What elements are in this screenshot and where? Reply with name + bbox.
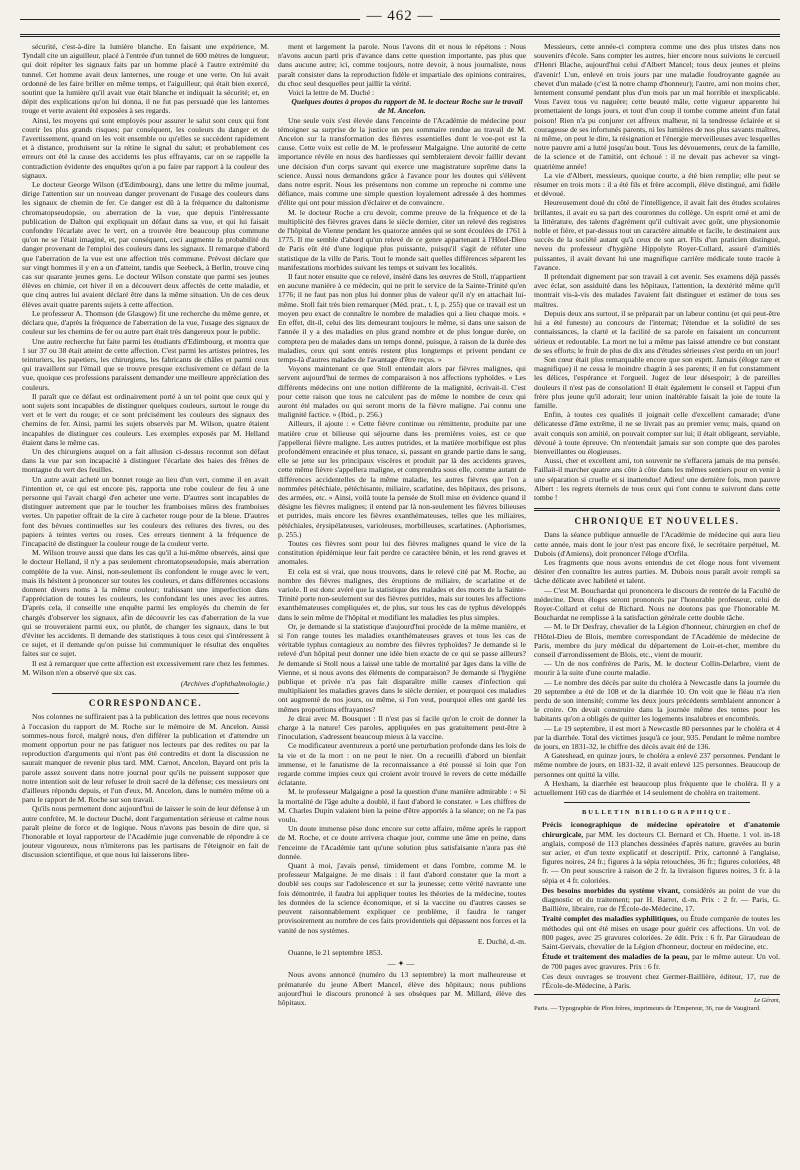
paragraph: Quant à moi, j'avais pensé, timidement et dans l'ombre, comme M. le professeur Malgaigne. Je me disais : il faut d'abord constater que la mort a doublé ses coups sur l'adolescence et sur la jeunesse; cette vérité navrante une fois démontrée, il faudra lui appliquer toutes les théories de la médecine, toutes les données de la science économique, et si la vaccine ou d'autres causes se peuvent raisonnablement expliquer ce problème, il faudra le ranger provisoirement au nombre de ces faits providentiels qui dépassent nos forces et la vanité de nos systèmes.: [278, 861, 526, 935]
paragraph: sécurité, c'est-à-dire la lumière blanche. En faisant une expérience, M. Tyndall cite un aiguilleur, placé à l'entrée d'un tunnel de 600 mètres de longueur, qui doit répéter les signaux faits par un homme placé à l'autre extrémité du tunnel. Cet homme avait deux lanternes, une rouge et une verte. On lui avait ordonné de les faire briller en même temps, et l'aiguilleur, qui était bien exercé, soutint que la lumière qu'il avait vue était blanche et indiquait la sécurité; et, en dépit des explications qu'on lui donna, il ne fut pas persuadé que les lanternes rouge et verte avaient été exposées à ses regards.: [22, 42, 269, 116]
letter-body: [278, 116, 526, 935]
gerant-label: Le Gérant,: [754, 998, 780, 1005]
bibliography-entry: [534, 820, 780, 884]
paragraph: Un doute immense pèse donc encore sur cette affaire, même après le rapport de M. Roche, et ce doute arrivera chaque jour, comme une âme en peine, dans l'enceinte de l'Académie tant qu'une solution plus satisfaisante n'aura pas été donnée.: [278, 824, 526, 861]
section-rule: [534, 508, 780, 511]
bibliography-list: [534, 820, 780, 990]
paragraph: Il faut noter ensuite que ce relevé, inséré dans les œuvres de Stoll, n'appartient en aucune manière à ce médecin, qui ne prit le service de la Sainte-Trinité qu'en 1776; il ne faut pas non plus lui donner plus de valeur qu'il n'y en attachait lui-même. Stoll fait très bien remarquer (Méd. prat., t. I, p. 255) que ce travail est un moyen peu exact de connaître le nombre de maladies qui a lieu chaque mois. « En effet, dit-il, celui des lits demeurant toujours le même, si dans une saison de l'année il y a des maladies en plus grand nombre et de plus longue durée, on comptera peu de malades dans un temps donné, puisque, à raison de la durée des maladies, ceux qui sont entrés restent plus longtemps et privent pendant ce temps-là d'autres malades de l'avantage d'être reçus. »: [278, 272, 526, 364]
bibliography-entry-title: Traité complet des maladies syphilitiques,: [542, 914, 679, 924]
paragraph: Or, je demande si la statistique d'aujourd'hui procède de la même manière, et si l'on range toutes les maladies exanthémateuses graves et tous les cas de véritable typhus contagieux au nombre des fièvres typhoïdes? Je demande si le relevé d'un hôpital peut donner une idée bien exacte de ce qui se passe ailleurs? Je demande si Stoll nous a laissé une table de mortalité par âges dans la ville de Vienne, et si nous avons des éléments de comparaison? Je demande si l'hygiène publique et privée n'a pas fait disparaître mille causes d'infection qui multipliaient les maladies graves dans le siècle dernier, et pourquoi ces maladies ont augmenté de nos jours, ou même, si l'on veut, pourquoi elles ont gardé les mêmes proportions effrayantes?: [278, 621, 526, 714]
article-source: (Archives d'ophthalmologie.): [180, 679, 269, 689]
paragraph: Heureusement doué du côté de l'intelligence, il avait fait des études scolaires brillantes, il avait eu sa part des couronnes du collège. Un esprit orné et ami de la littérature, des talents d'agrément qu'il cultivait avec goût, une physionomie noble et fière, et par-dessus tout un caractère aimable et facile, le destinaient aux succès de la société autant qu'à ceux de son art. Fils d'un praticien distingué, neveu du professeur d'hygiène Hippolyte Royer-Collard, assuré d'amitiés puissantes, il avait devant lui une magnifique carrière médicale toute tracée à l'avance.: [534, 198, 780, 272]
column-3: [534, 42, 780, 1158]
paragraph: Depuis deux ans surtout, il se préparait par un labeur continu (et qui peut-être lui a été funeste) au concours de l'internat; l'étendue et la solidité de ses connaissances, la clarté et la facilité de sa parole en faisaient un concurrent sérieux et redoutable. La mort ne lui a même pas laissé attendre ce but constant de ses efforts; le fruit de plus de dix ans d'études sérieuses s'est perdu en un jour!: [534, 308, 780, 355]
paragraph: ment et largement la parole. Nous l'avons dit et nous le répétons : Nous n'avons aucun parti pris d'avance dans cette question importante, pas plus que dans aucune autre; ici, comme toujours, notre devoir, à nous journaliste, nous paraît consister dans la reproduction fidèle et impartiale des opinions contraires, du choc seul desquelles peut jaillir la vérité.: [278, 42, 526, 88]
page-number: — 462 —: [366, 8, 434, 24]
section-title-correspondance: CORRESPONDANCE.: [88, 698, 203, 709]
bibliography-entry: [534, 886, 780, 914]
news-item: — Un de nos confrères de Paris, M. le docteur Collin-Delarbre, vient de mourir à la suite d'une courte maladie.: [534, 659, 780, 678]
paragraph: La vie d'Albert, messieurs, quoique courte, a été bien remplie; elle peut se résumer en trois mots : il a été fils et frère accompli, élève distingué, ami fidèle et dévoué.: [534, 170, 780, 199]
news-item: A Hexham, la diarrhée est beaucoup plus fréquente que le choléra. Il y a actuellement 160 cas de diarrhée et 14 seulement de choléra en traitement.: [534, 778, 780, 798]
news-item: — Le nombre des décès par suite du choléra à Newcastle dans la journée du 20 septembre a été de 108 et de la diarrhée 10. On voit que le fléau n'a rien perdu de son intensité; comme les deux jours précédents semblaient annoncer à le croire. On devait construire dans la journée même des tentes pour les habitants qu'on a obligés de quitter les logements insalubres et encombrés.: [534, 677, 780, 724]
paragraph: Messieurs, cette année-ci comptera comme une des plus tristes dans nos souvenirs d'école. Sans compter les autres, hier encore nous suivions le cercueil d'Henri Blache, aujourd'hui celui d'Albert Mancel; tous deux jeunes et pleins d'avenir! L'un, enlevé en trois jours par une maladie foudroyante gagnée au chevet d'un malade (c'est là notre champ d'honneur); l'autre, ami non moins cher, lentement consumé pendant plus d'un mois par un mal horrible et inexplicable. Vous l'avez tous vu naguère; cette beauté mâle, cette vigueur apparente lui promettaient de longs jours, et tout d'un coup il tombe comme atteint d'un fatal poison! Rien n'a pu conjurer cet affreux malheur, ni la tendresse éclairée et si courageuse de ses infortunés parents, ni les lumières de nos plus savants maîtres, ni même, on peut le dire, la résignation et l'énergie merveilleuses avec lesquelles notre pauvre ami a lutté jusqu'au bout. Tous les dévouements, ceux de la famille, de la science et de l'amitié, ont échoué : il ne devait pas achever sa vingt-quatrième année!: [534, 42, 780, 171]
paragraph: Qu'ils nous permettent donc aujourd'hui de laisser le soin de leur défense à un autre confrère, M. le docteur Duché, dont l'argumentation sérieuse et calme nous paraît pleine de force et de logique. Nous n'avons pas besoin de dire que, si l'honorable et loyal rapporteur de l'Académie juge convenable de répondre à ce jouteur vigoureux, nous n'imiterons pas les partisans de l'éteignoir en fait de discussion scientifique, et que nous lui laisserons libre-: [22, 804, 269, 860]
paragraph: Son cœur était plus remarquable encore que son esprit. Jamais (éloge rare et magnifique) il ne cessa le moindre chagrin à ses parents; il en fut constamment les délices, l'espérance et l'orgueil. Jugez de leur désespoir; à de pareilles douleurs il n'est pas de consolation! Il était également le conseil et l'appui d'un frère plus jeune qu'il adorait; leur union inaltérable faisait la joie de toute la famille.: [534, 354, 780, 410]
bibliography-entry: [534, 914, 780, 951]
paragraph: Voici la lettre de M. Duché :: [288, 88, 375, 98]
bibliography-entry-title: Des besoins morbides du système vivant,: [542, 885, 680, 895]
section-rule: [52, 693, 239, 694]
paragraph: Et cela est si vrai, que nous trouvons, dans le relevé cité par M. Roche, au nombre des fièvres malignes, des éruptions de miliaire, de scarlatine et de variole. Il est donc avéré que la statistique des malades et des morts de la Sainte-Trinité porte non-seulement sur des fièvres putrides, mais sur toutes les affections exanthémateuses compliquées et, de plus, sur tous les cas de typhus développés dans le sein même de l'hôpital et modifiant les maladies les plus simples.: [278, 566, 526, 622]
bibliography-entry-details: par MM. les docteurs Cl. Bernard et Ch. Huette. 1 vol. in-18 anglais, composé de 113 planches dessinées d'après nature, gravées au burin sur acier, et d'un texte explicatif et descriptif. Prix, cartonné à l'anglaise, figures noires, 24 fr.; figures à la sépia retouchées, 36 fr.; figures coloriées, 48 fr. — On peut souscrire à raison de 2 fr. la livraison figures noires, 3 fr. à la sépia et 4 fr. coloriées.: [542, 829, 780, 885]
header-double-rule: [20, 34, 780, 37]
page-footer: [534, 994, 780, 1013]
news-item: A Gateshead, en quinze jours, le choléra a enlevé 237 personnes. Pendant le même nombre de jours, en 1831-32, il avait enlevé 125 personnes. Beaucoup de personnes ont quitté la ville.: [534, 751, 780, 779]
paragraph: Le docteur George Wilson (d'Edimbourg), dans une lettre du même journal, dirige l'attention sur un nouveau danger provenant de l'usage des couleurs dans les signaux de chemin de fer. Ce danger est dû à la fréquence du daltonisme chromatopseudopsie, ou aberration de la vue, que depuis l'intéressante publication de Dalton qui expliquait un défaut dans sa vue, et qui lui faisait confondre l'écarlate avec le vert, on a trouvée être beaucoup plus commune qu'on ne se l'était imaginé, et, par conséquent, ceci augmente la probabilité du danger provenant de l'emploi des couleurs dans les signaux. Il remarque d'abord que l'aberration de la vue est une affection très commune. Prévost déclare que sur vingt hommes il y en a un d'atteint, tandis que Seebeck, à Berlin, trouve cinq cas sur quarante jeunes gens. Le docteur Wilson constate que parmi ses jeunes élèves en chimie, cet hiver il en a découvert deux affectés de cette maladie, et que cinq autres lui avaient déclaré être dans la même situation. Un de ces deux élèves avait quatre parents sujets à cette affection.: [22, 180, 269, 309]
bibliography-entry-details: par le même auteur. Un vol. de 700 pages avec gravures. Prix : 6 fr.: [542, 952, 780, 971]
article-continuation: [22, 42, 269, 677]
eulogy-body: [534, 42, 780, 502]
paragraph: Ce modificateur aventureux a porté une perturbation profonde dans les lois de la vie et de la mort : on ne peut le nier. On a recueilli d'abord un bienfait immense, et le fanatisme de la reconnaissance a été poussé si loin que l'on regarde comme impies ceux qui croient avoir trouvé le revers de cette médaille éclatante.: [278, 741, 526, 788]
bibliography-entry-details: considérés au point de vue du diagnostic et du traitement; par H. Barret, d.-m. Prix : 2 fr. — Paris, G. Baillière, libraire, rue de l'École-de-Médecine, 17.: [542, 885, 780, 914]
bibliography-entry: [534, 952, 780, 970]
paragraph: Aussi, cher et excellent ami, ton souvenir ne s'effacera jamais de ma pensée. Faillait-il marcher quatre ans côte à côte dans les mêmes sentiers pour en venir à une séparation si cruelle et si inattendue! Adieu! une dernière fois, mon pauvre Albert : les regrets éternels de tous ceux qui t'ont connu te suivront dans cette tombe !: [534, 456, 780, 502]
paragraph: Il paraît que ce défaut est ordinairement porté à un tel point que ceux qui y sont sujets sont incapables de distinguer quelques couleurs, surtout le rouge du vert et le vert du rouge; et ce sont précisément les couleurs des signaux des chemins de fer. Ainsi, parmi les sujets observés par M. Wilson, quatre étaient incapables de distinguer ces couleurs. Les exemples exposés par M. Helland étaient dans le même cas.: [22, 391, 269, 447]
bibliography-entry-title: Étude et traitement des maladies de la peau,: [542, 952, 690, 962]
column-2: [278, 42, 526, 1158]
paragraph: Ainsi, les moyens qui sont employés pour assurer le salut sont ceux qui font courir les plus grands risques; par conséquent, les couleurs du danger et de l'avertissement, quand on les voit ensemble ou qu'elles se succèdent rapidement et à distance, produisent sur la rétine le signal du salut; et probablement ces erreurs ont été la cause des accidents les plus effrayants, car on se rappelle la contradiction évidente des enquêtes qu'on a pu faire par rapport à la couleur des signaux.: [22, 115, 269, 180]
paragraph: Nos colonnes ne suffiraient pas à la publication des lettres que nous recevons à l'occasion du rapport de M. Roche sur le mémoire de M. Ancelon. Aussi sommes-nous forcé, malgré nous, d'en différer la publication et d'attendre un moment opportun pour ne pas fatiguer nos lecteurs par des redites ou par la reproduction d'arguments qui n'ont pas été contredits et dont la discussion ne saurait manquer de revenir plus tard. MM. Carnot, Ancelon, Bayard ont pris la parole assez souvent dans notre journal pour qu'ils ne puissent supposer que notre intention soit de leur refuser le droit sacré de la défense; ces messieurs ont d'ailleurs répondu depuis, et l'un d'eux, M. Ancelon, dans le numéro même où a paru le rapport de M. Roche sur son travail.: [22, 712, 269, 805]
news-item: Les fragments que nous avons entendus de cet éloge nous font vivement désirer d'en connaître les autres parties. M. Dubois nous paraît avoir rempli sa tâche délicate avec habileté et talent.: [534, 557, 780, 586]
letter-title: Quelques doutes à propos du rapport de M. le docteur Roche sur le travail de M. Ancelon.: [291, 97, 523, 116]
paragraph: Un autre avait acheté un bonnet rouge au lieu d'un vert, comme il en avait l'intention et, ce qui est encore pis, rapporta une robe couleur de feu à une personne qui l'avait chargé d'en acheter une verte. D'autres sont incapables de distinguer autrement que par le toucher les framboises mûres des framboises vertes. Un papetier offrait de la cire à cacheter rouge pour de la bleue. D'autres font des bévues continuelles sur les couleurs des reliures des livres, ou des papiers à teintes vertes ou roses. Ces erreurs tiennent à la fréquence de l'incapacité de distinguer la couleur rouge de la couleur verte.: [22, 474, 269, 548]
paragraph: Un des chirurgiens auquel on a fait allusion ci-dessus reconnut son défaut dans la vue par son incapacité à distinguer l'écarlate des baies des frênes de montagne du vert des feuilles.: [22, 446, 269, 475]
paragraph: Enfin, à toutes ces qualités il joignait celle d'excellent camarade; d'une délicatesse d'âme extrême, il ne se livrait pas au premier venu; mais, quand on avait conquis son amitié, on pouvait compter sur lui; il était obligeant, serviable, dévoué à toute épreuve. On n'entendait jamais sur son compte que des paroles bienveillantes ou élogieuses.: [534, 410, 780, 456]
section-title-bulletin: BULLETIN BIBLIOGRAPHIQUE.: [581, 809, 733, 817]
chronique-body: [534, 530, 780, 797]
paragraph: Il est à remarquer que cette affection est excessivement rare chez les femmes. M. Wilson n'en a observé que six cas.: [22, 658, 269, 677]
news-item: — Le 19 septembre, il est mort à Newcastle 80 personnes par le choléra et 4 par la diarrhée. Total des victimes jusqu'à ce jour, 935. Pendant le même nombre de jours, en 1831-32, le chiffre des décès avait été de 136.: [534, 723, 780, 752]
page-header: [0, 0, 800, 38]
printer-imprint: Paris. — Typographie de Plon frères, imprimeurs de l'Empereur, 36, rue de Vaugirard.: [534, 1005, 761, 1013]
letter-dateline: Ouanne, le 21 septembre 1853.: [288, 947, 383, 957]
paragraph: Voyons maintenant ce que Stoll entendait alors par fièvres malignes, qui servent aujourd'hui de termes de comparaison à nos affections typhoïdes. « Les différents médecins ont une notion différente de la malignité, écrivait-il. C'est pour cette raison que tous ne calculent pas de même le nombre de ceux qui auront été malades ou qui seront morts de la fièvre maligne. J'ai connu une malignité factice. » (Ibid., p. 256.): [278, 364, 526, 420]
paragraph: Il prétendait dignement par son travail à cet avenir. Ses examens déjà passés avec éclat, son assiduité dans les hôpitaux, l'attention, la dextérité même qu'il montrait vis-à-vis des malades l'avaient fait distinguer et estimer de tous ses maîtres.: [534, 272, 780, 309]
paragraph: M. Wilson trouve aussi que dans les cas qu'il a lui-même observés, ainsi que le docteur Helland, il n'y a pas seulement chromatopseudopsie, mais aberration complète de la vue. Ainsi, non-seulement ils confondent le rouge avec le vert, mais ils hésitent à prononcer sur toutes les couleurs, et dans différentes occasions donnent divers noms à la même couleur; trahissant une imperfection dans l'appréciation de toutes les couleurs, les confondant les unes avec les autres. D'après cela, il conseille une enquête parmi les employés du chemin de fer chargés d'observer les signaux, afin de découvrir les cas d'aberration de la vue qui se trouveraient parmi eux, ou plutôt, de changer les signaux, dans le but d'éviter les accidents. Il demande des statistiques à tous ceux qui s'intéressent à ce sujet, et il demande qu'on puisse lui communiquer le résultat des enquêtes faites sur ce sujet.: [22, 548, 269, 659]
news-item: — M. le Dr Desfray, chevalier de la Légion d'honneur, chirurgien en chef de l'Hôtel-Dieu de Blois, membre correspondant de l'Académie de médecine de Paris, membre du jury médical du département de Loir-et-cher, membre du conseil d'arrondissement de Blois, etc., vient de mourir.: [534, 622, 780, 659]
header-rule-right: [440, 19, 780, 21]
correspondance-intro: [278, 42, 526, 97]
bibliography-entry-details: ou Étude comparée de toutes les méthodes qui ont été mises en usage pour guérir ces affections. Un vol. de 800 pages, avec 25 gravures coloriées. 2e édit. Prix : 6 fr. Par Giraudeau de Saint-Gervais, chevalier de la Légion d'honneur, docteur en médecine, etc.: [542, 914, 780, 952]
paragraph: Je dirai avec M. Bousquet : Il n'est pas si facile qu'on le croit de donner la charge à la nature! Ces paroles, appliquées en pas gratuitement peut-être à l'inoculation, s'adressent beaucoup mieux à la vaccine.: [278, 713, 526, 742]
bibliography-entry-title: Précis iconographique de médecine opératoire et d'anatomie chirurgicale,: [542, 820, 780, 839]
news-item: — C'est M. Bouchardat qui prononcera le discours de rentrée de la Faculté de médecine. Deux éloges seront prononcés par l'honorable professeur, celui de Royer-Collard et celui de Richard. Nous ne doutons pas que l'honorable M. Bouchardat ne remplisse à la satisfaction générale cette double tâche.: [534, 585, 780, 623]
obituary-intro: [278, 970, 526, 1007]
section-title-chronique: CHRONIQUE ET NOUVELLES.: [574, 516, 740, 527]
news-item: Dans la séance publique annuelle de l'Académie de médecine qui aura lieu cette année, mais dont le jour n'est pas encore fixé, le secrétaire perpétuel, M. Dubois (d'Amiens), doit prononcer l'éloge d'Orfila.: [534, 530, 780, 558]
bibliography-entry: [534, 972, 780, 990]
paragraph: M. le docteur Roche a cru devoir, comme preuve de la fréquence et de la multiplicité des fièvres graves dans le siècle dernier, citer un relevé des registres de l'hôpital de Vienne pendant les quatorze années qui se sont écoulées de 1761 à 1775. Il me semble d'abord qu'un relevé de ce genre appartenant à l'Hôtel-Dieu de Paris eût été d'une logique plus puissante, puisqu'il s'agit de réfuter une statistique de la ville de Paris. Tout le monde sait quelles différences séparent les manifestations morbides suivant les temps et suivant les localités.: [278, 207, 526, 272]
paragraph: M. le professeur Malgaigne a posé la question d'une manière admirable : « Si la mortalité de l'âge adulte a doublé, il faut d'abord le constater. » Les chiffres de M. Charles Dupin valaient bien la peine d'être apportés à la séance; on ne l'a pas voulu.: [278, 787, 526, 825]
paragraph: Une seule voix s'est élevée dans l'enceinte de l'Académie de médecine pour témoigner sa surprise de la justice un peu sommaire rendue au travail de M. Ancelon sur la transformation des fièvres essentielles dont le voe-pot est la cause. Cette voix est celle de M. le professeur Malgaigne. Une autorité de cette importance révèle en nous des hardiesses qui sembleraient devoir faillir devant une décision d'un corps savant qui exerce une magistrature suprême dans la science. Aussi nous demandons grâce à l'avance pour les doutes qui s'élèvent dans notre esprit. Nous les présentons non comme un reproche ni comme une défiance, mais comme une simple question loyalement adressée à des hommes d'élite qui ont pour mission d'éclairer et de convaincre.: [278, 115, 526, 208]
paragraph: Une autre recherche fut faite parmi les étudiants d'Edimbourg, et montra que 1 sur 37 ou 38 était atteint de cette affection. C'est parmi les artistes peintres, les teinturiers, les papetiers, les chirurgiens, les fabricants de châles et parmi ceux qui travaillent sur l'émail que se trouve presque exclusivement ce défaut de la vue, quoique ces professions paraissent demander une meilleure appréciation des couleurs.: [22, 336, 269, 392]
letter-signature: E. Duché, d.-m.: [477, 936, 526, 946]
paragraph: Le professeur A. Thomson (de Glasgow) fit une recherche du même genre, et déclara que, d'après la fréquence de l'aberration de la vue, l'usage des signaux de couleur sur les chemins de fer ou autre part était très dangereux pour le public.: [22, 308, 269, 337]
section-rule: [564, 802, 750, 803]
paragraph: Toutes ces fièvres sont pour lui des fièvres malignes quand le vice de la constitution épidémique leur fait perdre ce caractère bénin, et les rend graves et anomales.: [278, 538, 526, 567]
paragraph: Nous avons annoncé (numéro du 13 septembre) la mort malheureuse et prématurée du jeune Albert Mancel, élève des hôpitaux; nous publions aujourd'hui le discours prononcé à ses obsèques par M. Millard, élève des hôpitaux.: [278, 970, 526, 1007]
column-1: [22, 42, 269, 1158]
paragraph: Ailleurs, il ajoute : « Cette fièvre continue ou rémittente, produite par une matière crue et bilieuse qui séjourne dans les premières voies, est ce que j'appellerai fièvre maligne. Les autres putrides, et la matière morbifique est plus profondément enracinée et plus tenace, si, passant en grande partie dans le sang, elle se jette sur les principaux viscères et produit par là des accidents graves, cette même fièvre s'appellera maligne, et comprendra sous elle, comme autant de différences accidentelles de la même maladie, les autres fièvres que l'on a nommées pétéchiale, pétéchisante, miliaire, scarlatine, des hôpitaux, des prisons, des armées, etc. » Ainsi, voilà toute la pensée de Stoll mise en évidence quand il désigne les fièvres malignes; il entend par là non-seulement les fièvres bilieuses et putrides, mais encore les fièvres exanthémateuses, telles que les miliaires, pétéchiales, érysipélateuses, varioleuses, morbilleuses, scarlatines. (Aphorismes, p. 255.): [278, 419, 526, 539]
bibliography-entry-details: Ces deux ouvrages se trouvent chez Germer-Baillière, éditeur, 17, rue de l'École-de-Médecine, à Paris.: [542, 971, 780, 990]
separator-ornament: —✦—: [387, 959, 417, 969]
correspondance-body: [22, 712, 269, 859]
